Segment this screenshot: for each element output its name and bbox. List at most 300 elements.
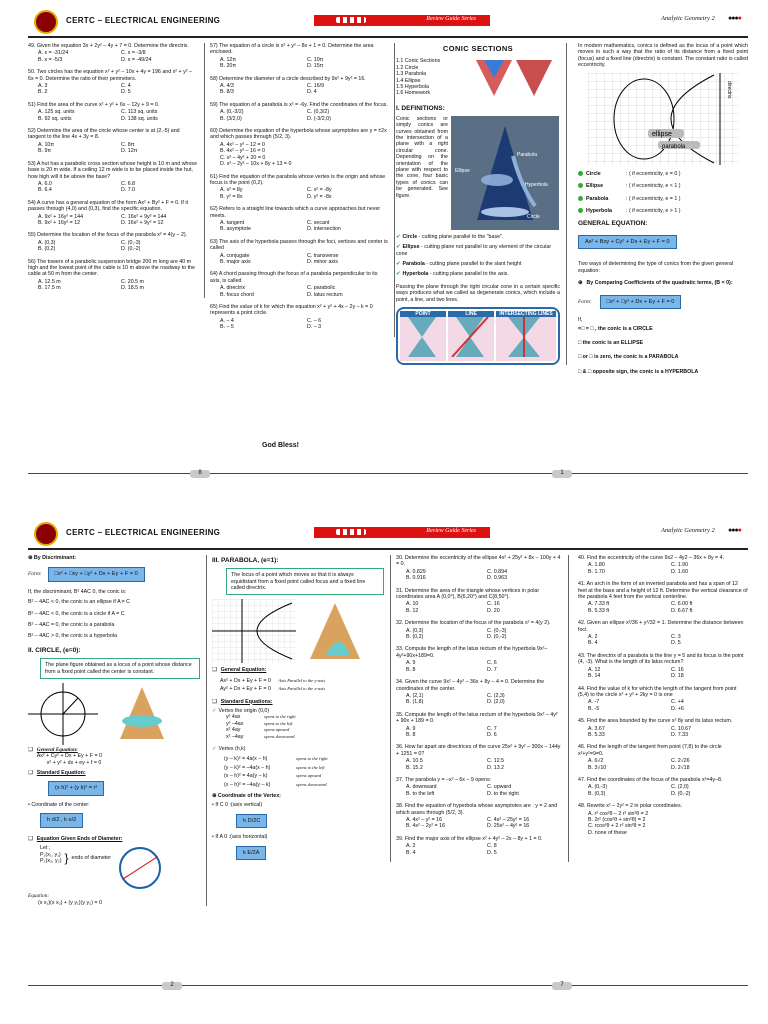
answer-option: A. downward [406,784,437,791]
circle-heading: II. CIRCLE, (e=0): [28,646,81,654]
degenerate-intersecting-lines: INTERSECTING LINES [496,311,556,361]
answer-options [220,220,388,233]
let-label: Let ; [40,845,51,852]
question-item [396,777,562,797]
question-item [210,239,388,266]
answer-option: D. 12π [121,148,138,155]
banner-dots-icon [336,17,366,23]
check-icon: ✔ [396,244,401,251]
bullet-icon [578,171,583,176]
answer-option: B. 4 [588,640,598,647]
certc-logo-icon [34,10,58,34]
answer-option: C. 6.8 [121,180,136,187]
question-item [396,712,562,739]
square-bullet-icon: ❑ [28,770,33,777]
answer-option: D. latus rectum [307,291,343,298]
if-a-label: • If A 0 :(axis horizontal) [212,834,268,841]
fig-label-ellipse: Ellipse [455,167,470,174]
answer-option: A. 6.0 [38,180,52,187]
question-stem: 64) A chord passing through the focus of a parabola perpendicular to its axis, is called [210,271,378,284]
header-dots-icon: ●●●● [728,15,741,22]
answer-option: A. 10π [38,141,55,148]
page-spread-bottom [0,520,768,1005]
conics-modern-definition: In modern mathematics, conics is defined as the locus of a point which moves in such a way that the ratio of its distance from a fixed point (focus) and a fixed line (directrix) is constant. The constant ratio is called eccentricity. [578,43,748,69]
page-number-left: 2 [162,982,182,990]
answer-options [588,758,748,771]
answer-option: D. x² – 2y² – 10x + 8y + 13 = 0 [220,161,292,168]
answer-option: B. – 5 [220,324,234,331]
answer-option: D. 18.5 m [121,285,144,292]
answer-option: D. minor axis [307,258,338,265]
center-coordinate-equation: h d/2 , k e/2 [40,813,83,827]
question-stem: 60) Determine the equation of the hyperbola whose asymptotes are y = ±2x and which passes through (5/2, 3). [210,128,387,141]
question-stem: 50. Two circles has the equation x² + y² – 10x + 4y = 196 and x² + y² – 6x = 0. Determine the ratio of their perimeters. [28,69,192,82]
answer-options [588,784,748,797]
page-header [28,8,748,38]
conic-sections-column [396,43,567,365]
toc-item: 1.4 Ellipse [396,77,421,84]
question-item [28,43,198,63]
answer-option: A. 3.67 [588,725,605,732]
answer-option: B. (0,3) [588,790,606,797]
answer-option: C. parabolic [307,285,336,292]
diameter-equation: (x x₁)(x x₂) + (y y₁)(y y₂) = 0 [38,899,102,906]
axis-note: Axis Parallel to the x-axis [278,686,326,692]
fig-label-circle: Circle [527,213,540,220]
eccentricity-item: Hyperbola : ( if eccentricity, e > 1 ) [578,208,748,214]
method-1-text: By Comparing Coefficients of the quadratic terms, (B = 0): [586,280,733,287]
answer-option: C. 6 [487,660,497,667]
answer-option: A. x² = 8y [220,187,243,194]
disc-rule: B² – 4AC = 0, the conic is a parabola [28,622,115,629]
answer-option: B. x = -5/3 [38,56,63,63]
parabola-general-eq-1: Ax² + Dx + Ey + F = 0 [220,677,271,684]
question-item [578,777,748,797]
answer-option: C. 3 [671,634,681,641]
toc-item: 1.5 Hyperbola [396,84,429,91]
answer-options [588,811,748,837]
page-number-left: 8 [190,470,210,478]
answer-option: C. x² = -8y [307,187,332,194]
answer-options [406,628,562,641]
answer-option: B. 9x² + 16y² = 12 [38,219,81,226]
answer-option: C. 16 [487,601,500,608]
answer-option: B. 14 [588,673,601,680]
square-bullet-icon: ❑ [212,698,217,705]
answer-option: C. 6.00 ft [671,601,693,608]
question-stem: 38. Find the equation of hyperbola whose asymptotes are : y = 2 and which asses through (5/2, 3). [396,803,558,816]
answer-option: A. 4/3 [220,83,234,90]
degenerate-text: Passing the plane through the right circular cone in a certain specific ways produces what we called as degenerate conics, which include a point, a line, and two lines. [396,283,560,303]
answer-option: B. (1,8) [406,699,424,706]
answer-option: B. focus chord [220,291,254,298]
answer-option: A. 10.5 [406,758,423,765]
question-stem: 40. Find the eccentricity of the curve 9x2 – 4y2 – 36x + 8y = 4. [578,555,725,561]
answer-option: D. 5 [121,89,131,96]
question-item [210,102,388,122]
eccentricity-item: Ellipse : ( if eccentricity, e < 1 ) [578,183,748,189]
answer-option: B. 8 [406,731,416,738]
standard-form-item: x² –4ay opens downward [226,733,295,740]
answer-option: B. 4x² – 2y² = 16 [406,823,446,830]
answer-option: D. 138 sq. units [121,115,158,122]
question-stem: 39. Find the major axis of the ellipse x² + 4y² – 2x – 8y + 1 = 0. [396,835,543,842]
question-item [28,161,198,194]
answer-option: A. (2,1) [406,692,424,699]
answer-options [406,601,562,614]
cone-parabola-figure [300,599,370,663]
questions-column-40-48 [578,555,748,842]
answer-option: A. 0.829 [406,568,426,575]
answer-option: D. 4 [307,89,317,96]
discriminant-if: If, the discriminant, B² 4AC 0, the conic is: [28,588,127,595]
circle-general-eq-2: x² + y² + dx + ey + f = 0 [46,759,102,766]
answer-option: D. 13.2 [487,764,505,771]
question-stem: 30. Determine the eccentricity of the ellipse 4x² + 25y² + 8x – 100y + 4 = 0. [396,555,561,568]
answer-option: D. 7.0 [121,187,136,194]
question-stem: 52) Determine the area of the circle whose center is at (2,-5) and tangent to the line 4x + 3y = 8. [28,128,180,141]
answer-option: A. -7 [588,699,600,706]
question-stem: 59) The equation of a parabola is x² = -6y. Find the coordinates of the focus. [210,101,388,108]
answer-option: A. r² cos²θ – 2 r² sin²θ = 2 [588,810,649,817]
answer-option: D. intersection [307,226,341,233]
answer-options [38,109,198,122]
conic-type-item: ✔ Parabola - cutting plane parallel to the slant height [396,261,522,268]
question-item [210,206,388,233]
answer-option: C. 10.67 [671,725,692,732]
two-ways-text: Two ways of determining the type of conics from the given general equation: [578,261,734,274]
answer-option: A. (0,3) [406,627,424,634]
footer-rule [28,473,748,474]
question-stem: 46. Find the length of the tangent from point (7,8) to the circle x²+y²=9=0. [578,744,722,757]
answer-option: B. 20π [220,63,237,70]
answer-option: B. 2r² (cos²θ + sin²θ) = 2 [588,817,646,823]
question-stem: 65) Find the value of k for which the equation x² + y² + 4x – 2y – k = 0 represents a point circle. [210,304,373,317]
answer-option: D. 15π [307,63,324,70]
standard-equations-heading: Standard Equations: [220,698,273,705]
banner-dots-icon [336,529,366,535]
answer-option: B. y² = 8x [220,193,243,200]
answer-option: C. 16/9 [307,83,325,90]
answer-option: D. (0,-2) [671,790,691,797]
answer-option: A. 9 [406,725,416,732]
answer-option: A. tangent [220,219,245,226]
fig-label-ellipse: ellipse [652,130,672,138]
answer-options [406,693,562,706]
answer-option: A. 9x² + 16y² = 144 [38,213,84,220]
answer-options [406,569,562,582]
header-subject: Analytic Geometry 2 [661,15,715,22]
answer-option: A. (0,3) [38,239,56,246]
answer-option: A. 125 sq. units [38,109,75,116]
conic-cones-illustration [472,58,556,98]
question-stem: 41. An arch in the form of an inverted parabola and has a span of 12 feet at the base and a height of 12 ft. Determine the vertical clearance of the parabola 4 feet from the vertical centerline. [578,581,748,601]
check-icon: ✔ [396,261,401,268]
question-item [396,588,562,615]
vertex-form-item: (x – h)² = –4a(y – k) opens downward [224,781,327,788]
eccentricity-item: Parabola : ( if eccentricity, e = 1 ) [578,196,748,202]
eccentricity-item: Circle : ( if eccentricity, e = 0 ) [578,171,748,177]
conic-types-figure [451,116,559,230]
answer-options [588,667,748,680]
answer-option: B. asymptote [220,226,251,233]
question-stem: 31. Determine the area of the triangle whose vertices in polar coordinates area A (0,0°), B(6,20°) and C(8,50°). [396,587,540,601]
question-item [210,271,388,298]
answer-option: D. 7.33 [671,731,689,738]
answer-option: D. (-3/2,0) [307,115,331,122]
answer-option: D. 18 [671,673,684,680]
parabola-definition: The locus of a point which moves so that it is always equidistant from a fixed point called focus and a fixed line called directrix. [226,568,384,595]
question-item [578,620,748,647]
vertex-form-item: (y – k)² = 4a(x – h) opens to the right [224,756,328,763]
degenerate-point: POINT [400,311,446,361]
question-item [28,128,198,155]
answer-option: C. secant [307,219,330,226]
answer-option: B. to the left [406,790,435,797]
axis-note: Axis Parallel to the y-axis [278,677,326,683]
answer-option: B. 5.33 [588,731,605,738]
page-number-right: 7 [552,982,572,990]
k-formula: k E/2A [236,846,266,860]
answer-option: C. transverse [307,252,339,259]
answer-option: D. – 3 [307,324,322,331]
answer-options [220,57,388,70]
check-icon: ✔ [396,271,401,278]
answer-option: D. +6 [671,705,684,712]
answer-options [38,240,198,253]
h-formula: h D/2C [236,814,267,828]
fig-label-hyperbola: Hyperbola [525,181,548,188]
conic-type-item: ✔ Circle - cutting plane parallel to the "base". [396,233,504,240]
square-bullet-icon: ❑ [212,667,217,674]
fig-label-parabola: Parabola [517,151,538,158]
answer-option: C. 16 [671,666,684,673]
answer-option: C. (2,3) [487,692,505,699]
discriminant-circle-column: ⊕ By Discriminant: Form: □x² + □xy + □y² + Dx + Ey + F = 0 If, the discriminant, B² 4AC 0, the conic is: B² – 4AC < 0, the conic is an ellipse if A ≠ C B² – 4AC < 0, the conic is a circle if A = C B² – 4AC = 0, the conic is a parabola B² – 4AC > 0, the conic is a hyperbola II. CIRCLE, (e=0): The plane figure obtained as a locus of a point whose distance from a fixed point called the center is constant. ❑ General Equation: Ax² + Cy² + Dx + Ey + F = 0 x² + y² + dx + ey + f = 0 ❑ Standard Equation: (x h)² + (y k)² = r² • Coordinate of the center: h d/2 , k e/2 ❑ Equation Given Ends of Diameter: Let ; P₁(x₁, y₁) P₂(x₂, y₂) } ends of diameter Equation: (x x₁)(x x₂) + (y y₁)(y y₂) = 0 [28,555,207,906]
fig-label-directrix: directrix [726,80,732,99]
answer-option: B. 2 [38,89,48,96]
answer-options [38,214,198,227]
equation-label: Equation: [28,893,50,900]
question-item [210,304,388,331]
answer-option: C. 20.5 m [121,278,144,285]
rule-circle: =□ = □ , the conic is a CIRCLE [578,325,653,332]
answer-option: A. 9 [406,660,416,667]
answer-option: B. (3/2,0) [220,115,242,122]
answer-option: C. x² – 4y² + 20 = 0 [220,154,266,161]
bullet-icon [578,183,583,188]
standard-form-item: y² –4ax opens to the left [226,720,293,727]
method-icon: ⊕ [28,555,34,561]
answer-option: A. 1.80 [588,562,605,569]
answer-option: D. 0.963 [487,575,508,582]
answer-option: A. – 4 [220,317,234,324]
answer-option: D. to the right [487,790,519,797]
question-stem: 47. Find the coordinates of the focus of the parabola x²=4y–8. [578,776,723,783]
answer-option: B. -5 [588,705,600,712]
vertex-form-item: (y – k)² = –4a(x – h) opens to the left [224,764,325,771]
answer-option: A. 4x² – y² = 16 [406,817,443,823]
answer-options [220,83,388,96]
toc-list [396,58,468,98]
toc-item: 1.3 Parabola [396,71,427,78]
parabola-heading: III. PARABOLA, (e=1): [212,557,279,564]
answer-option: D. 20 [487,607,500,614]
diameter-equation-heading: Equation Given Ends of Diameter: [36,835,123,842]
question-stem: 35. Compute the length of the latus rectum of the hyperbola 9x² – 4y² + 90x + 189 = 0. [396,711,558,725]
circle-general-eq-1: Ax² + Cy² + Dx + Ey + F = 0 [36,753,102,760]
general-equation-heading: General Equation: [220,667,267,674]
header-dots-icon: ●●●● [728,527,741,534]
question-stem: 53) A hut has a parabolic cross section whose height is 10 m and whose base is 20 m wide. If a ceiling 12 m wide is to be placed inside the hut, how high will it be above the base? [28,160,198,180]
answer-option: D. (0,-2) [121,246,141,253]
answer-options [220,318,388,331]
definitions-heading: I. DEFINITIONS: [396,105,445,113]
toc-item: 1.6 Homework [396,90,431,97]
answer-options [38,50,198,63]
series-banner [314,527,490,538]
general-equation-heading: GENERAL EQUATION: [578,219,648,227]
header-subject: Analytic Geometry 2 [661,527,715,534]
toc-item: 1.1 Conic Sections [396,58,441,65]
answer-option: C. 4 [121,83,131,90]
answer-option: C. – 6 [307,317,322,324]
question-item [578,555,748,575]
question-item [28,259,198,292]
answer-option: C. 4x² – 25y² = 16 [487,817,530,823]
circle-graph-figure [28,683,98,745]
answer-options [588,601,748,614]
question-stem: 49. Given the equation 3x + 2y² – 4y + 7 = 0. Determine the directrix. [28,43,189,49]
answer-options [38,279,198,292]
standard-form-item: y² 4ax opens to the right [226,714,296,721]
question-stem: 48. Rewrite x² – 2y² = 2 in polar coordinates. [578,803,683,810]
answer-option: D. 6 [487,731,497,738]
header-org: CERTC – ELECTRICAL ENGINEERING [66,528,221,537]
disc-rule: B² – 4AC > 0, the conic is a hyperbola [28,633,118,640]
answer-option: C. 12.5 [487,758,505,765]
answer-option: D. none of these [588,829,627,836]
eccentricity-list [578,171,748,215]
answer-option: B. major axis [220,258,251,265]
diameter-circle-figure [117,845,163,891]
discriminant-rules [28,599,200,640]
answer-option: B. 3√10 [588,764,607,771]
answer-option: A. 10 [406,601,419,608]
answer-option: C. 16x² + 9y² = 144 [121,213,167,220]
answer-option: B. 8 [406,666,416,673]
god-bless-text: God Bless! [262,442,299,449]
question-item [396,803,562,830]
answer-options [406,817,562,830]
questions-column-49-56 [28,43,205,298]
answer-option: C. 8 [487,843,497,850]
answer-options [220,187,388,200]
answer-option: B. (0,2) [406,634,424,641]
check-icon: ✔ [396,233,401,240]
question-stem: 51) Find the area of the curve x² + y² + 6x – 12y + 9 = 0. [28,101,160,108]
page-spread-top [0,8,768,493]
question-stem: 43. The directrix of a parabola is the line y = 5 and its focus is the point (4, -3). What is the length of its latus rectum? [578,652,744,666]
toc-item: 1.2 Circle [396,64,419,71]
question-stem: 61) Find the equation of the parabola whose vertex is the origin and whose focus is the point (0,2). [210,173,386,186]
answer-option: B. 8/3 [220,89,234,96]
question-item [28,69,198,96]
answer-options [406,843,562,856]
certc-logo-icon [34,522,58,546]
answer-options [588,634,748,647]
vertex-origin-label: ✓ Vertex the origin (0,0) [212,707,270,714]
question-item [396,836,562,856]
answer-options [220,253,388,266]
answer-option: C. 113 sq. units [121,109,158,116]
answer-options [406,726,562,739]
form-equation: □x² + □y² + Dx + Ey + F = 0 [600,295,682,309]
question-item [210,43,388,70]
question-stem: 54) A curve has a general equation of the form Ax² + By² + F = 0. If it passes through (4,0) and (0,3), find the specific equation. [28,199,189,213]
answer-option: D. 25x² – 4y² = 16 [487,823,530,830]
question-stem: 56) The towers of a parabolic suspension bridge 200 m long are 40 m high and the lowest point of the cable is 10 m above the roadway to the cable at 50 m from the center. [28,258,195,278]
answer-option: C. +4 [671,699,684,706]
answer-option: B. 6.4 [38,187,52,194]
parabola-general-eq-2: Ay² + Dx + Ey + F = 0 [220,686,271,693]
answer-option: D. 5 [487,849,497,856]
answer-option: A. 2 [406,843,416,850]
disc-rule: B² – 4AC < 0, the conic is an ellipse if A ≠ C [28,599,130,606]
bullet-icon [578,208,583,213]
conic-type-item: ✔ Ellipse - cutting plane not parallel to any element of the circular cone [396,244,552,257]
series-label: Review Guide Series [426,16,476,22]
eccentricity-column [578,43,748,383]
center-coordinate-label: • Coordinate of the center: [28,801,90,808]
answer-option: D. 1.60 [671,568,689,575]
answer-option: D. (2,0) [487,699,505,706]
answer-option: A. (0,-3/2) [220,109,244,116]
answer-option: C. 7 [487,725,497,732]
point-p1: P₁(x₁, y₁) [40,851,61,858]
footer-rule [28,985,748,986]
circle-definition: The plane figure obtained as a locus of a point whose distance from a fixed point called the center is constant. [40,658,200,679]
eccentricity-figure [588,73,738,165]
answer-option: C. x = -3/8 [121,50,146,57]
if-label: If, [578,317,583,324]
answer-options [220,142,388,168]
general-equation-heading: General Equation: [36,746,78,753]
rule-ellipse: □ the conic is an ELLIPSE [578,339,644,346]
answer-option: C. 0.894 [487,568,508,575]
conic-type-item: ✔ Hyperbola - cutting plane parallel to the axis. [396,271,509,278]
square-bullet-icon: ❑ [28,746,33,753]
question-item [578,581,748,614]
answer-option: B. 0.916 [406,575,426,582]
bullet-icon [578,196,583,201]
section-title: CONIC SECTIONS [442,44,514,53]
check-icon: ✓ [212,707,217,714]
answer-option: B. 4 [406,849,416,856]
answer-option: C. (0,-3) [121,239,141,246]
vertex-hk-label: ✓ Vertex (h,k) [212,745,246,752]
rule-parabola: □ or □ is zero, the conic is a PARABOLA [578,354,679,361]
answer-option: C. (2,0) [671,784,689,791]
question-item [396,620,562,640]
question-item [578,803,748,836]
question-item [578,718,748,738]
question-stem: 44. Find the value of k for which the length of the tangent from point (5,4) to the circle x² + y² + 2ky = 0 is one [578,685,737,698]
question-item [210,76,388,96]
answer-option: A. 4x² – y² – 12 = 0 [220,141,265,148]
question-stem: 37. The parabola y = –x² – 6x – 9 opens: [396,776,492,783]
check-icon: ✓ [212,745,217,752]
